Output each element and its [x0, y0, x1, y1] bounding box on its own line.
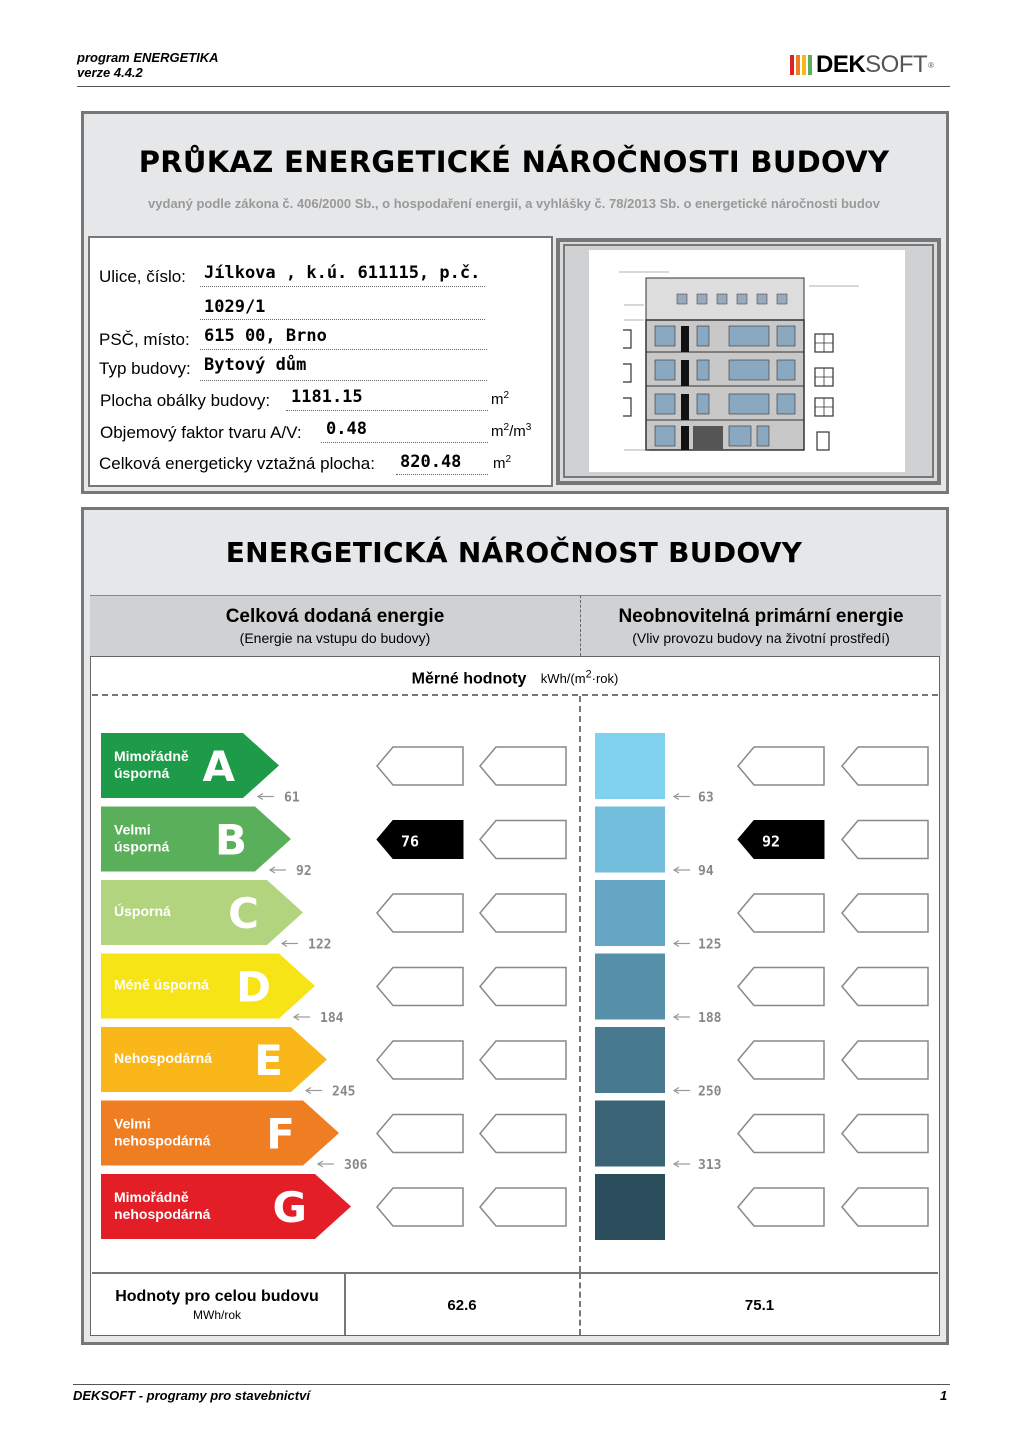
type-value: Bytový dům	[204, 355, 307, 375]
band-label: Velmi	[114, 821, 151, 838]
empty-marker-box	[480, 1115, 566, 1153]
delivered-threshold: 245	[332, 1084, 356, 1100]
empty-marker-box	[842, 1041, 928, 1079]
marker-value: 76	[401, 832, 420, 851]
empty-marker-box	[377, 747, 463, 785]
marker-value: 92	[762, 832, 781, 851]
empty-marker-box	[480, 968, 566, 1006]
floor-area-label: Celková energeticky vztažná plocha:	[99, 454, 375, 473]
band-label: Méně úsporná	[114, 976, 209, 993]
band-label: Mimořádně	[114, 1189, 189, 1205]
band-label: úsporná	[114, 765, 170, 781]
program-version: verze 4.4.2	[77, 65, 143, 80]
empty-marker-box	[377, 1115, 463, 1153]
delivered-energy-header: Celková dodaná energie (Energie na vstupu do budovy)	[90, 595, 580, 656]
footer-text: DEKSOFT - programy pro stavebnictví	[73, 1388, 310, 1403]
empty-marker-box	[480, 821, 566, 859]
type-label: Typ budovy:	[99, 359, 191, 378]
primary-scale-block	[595, 954, 665, 1020]
band-label: nehospodárná	[114, 1132, 211, 1149]
primary-threshold: 125	[698, 937, 722, 953]
area-value: 1181.15	[291, 387, 363, 407]
primary-threshold: 188	[698, 1011, 722, 1026]
band-label: Úsporná	[114, 903, 171, 919]
factor-label: Objemový faktor tvaru A/V:	[100, 423, 302, 442]
empty-marker-box	[480, 747, 566, 785]
band-label: Velmi	[114, 1115, 151, 1132]
band-label: úsporná	[114, 838, 170, 855]
street-value: Jílkova , k.ú. 611115, p.č.	[204, 263, 481, 283]
total-delivered-value: 62.6	[447, 1297, 477, 1314]
certificate-title: PRŮKAZ ENERGETICKÉ NÁROČNOSTI BUDOVY	[138, 145, 890, 179]
band-label: nehospodárná	[114, 1206, 211, 1222]
empty-marker-box	[377, 1041, 463, 1079]
empty-marker-box	[738, 1188, 824, 1226]
floor-area-unit: $m^2$	[493, 454, 512, 472]
primary-threshold: 94	[698, 864, 714, 879]
street-value-2: 1029/1	[204, 297, 266, 317]
empty-marker-box	[480, 1188, 566, 1226]
primary-scale-block	[595, 880, 665, 946]
page-number: 1	[940, 1388, 948, 1403]
empty-marker-box	[377, 968, 463, 1006]
empty-marker-box	[842, 747, 928, 785]
band-label: Nehospodárná	[114, 1050, 213, 1066]
certificate-subtitle: vydaný podle zákona č. 406/2000 Sb., o hospodaření energií, a vyhlášky č. 78/2013 Sb. o energetické náročnosti budov	[148, 196, 880, 211]
factor-unit: $m^2/m^3$	[491, 422, 532, 440]
total-primary-value: 75.1	[744, 1297, 775, 1314]
totals-label-cell: Hodnoty pro celou budovu MWh/rok	[115, 1288, 319, 1322]
primary-scale-block	[595, 1101, 665, 1167]
empty-marker-box	[842, 821, 928, 859]
delivered-threshold: 184	[320, 1011, 344, 1026]
floor-area-value: 820.48	[400, 452, 462, 472]
primary-scale-block	[595, 1027, 665, 1093]
primary-energy-header: Neobnovitelná primární energie (Vliv provozu budovy na životní prostředí)	[580, 595, 941, 656]
delivered-energy-marker	[377, 821, 463, 859]
rating-title: ENERGETICKÁ NÁROČNOST BUDOVY	[225, 536, 803, 569]
primary-energy-marker	[738, 821, 824, 859]
empty-marker-box	[842, 894, 928, 932]
empty-marker-box	[738, 1041, 824, 1079]
empty-marker-box	[842, 968, 928, 1006]
program-name: program ENERGETIKA	[77, 50, 219, 65]
delivered-threshold: 306	[344, 1158, 368, 1173]
totals-divider	[92, 1272, 938, 1274]
primary-scale-block	[595, 1174, 665, 1240]
delivered-threshold: 61	[284, 790, 300, 806]
band-letter: D	[236, 962, 271, 1012]
delivered-threshold: 122	[308, 937, 332, 953]
street-label: Ulice, číslo:	[99, 267, 186, 286]
deksoft-logo: DEK SOFT ®	[790, 53, 934, 77]
empty-marker-box	[480, 894, 566, 932]
factor-value: 0.48	[326, 419, 367, 439]
empty-marker-box	[842, 1115, 928, 1153]
band-letter: E	[254, 1036, 283, 1085]
band-letter: G	[272, 1183, 307, 1232]
primary-scale-block	[595, 807, 665, 873]
band-letter: A	[202, 742, 235, 791]
primary-threshold: 313	[698, 1158, 722, 1173]
band-letter: F	[266, 1109, 295, 1159]
empty-marker-box	[842, 1188, 928, 1226]
primary-scale-block	[595, 733, 665, 799]
delivered-threshold: 92	[296, 864, 312, 879]
empty-marker-box	[480, 1041, 566, 1079]
empty-marker-box	[738, 894, 824, 932]
empty-marker-box	[738, 968, 824, 1006]
primary-threshold: 63	[698, 790, 714, 806]
band-label: Mimořádně	[114, 748, 189, 764]
empty-marker-box	[377, 1188, 463, 1226]
empty-marker-box	[377, 894, 463, 932]
band-letter: C	[228, 889, 259, 938]
psc-value: 615 00, Brno	[204, 326, 327, 346]
empty-marker-box	[738, 1115, 824, 1153]
primary-threshold: 250	[698, 1084, 722, 1100]
band-letter: B	[214, 815, 247, 865]
psc-label: PSČ, místo:	[99, 330, 190, 349]
empty-marker-box	[738, 747, 824, 785]
area-unit: $m^2$	[491, 390, 510, 408]
area-label: Plocha obálky budovy:	[100, 391, 271, 410]
specific-values-row: Měrné hodnoty kWh/$(m^2\cdot rok)$	[411, 669, 619, 688]
footer-divider	[73, 1384, 950, 1385]
